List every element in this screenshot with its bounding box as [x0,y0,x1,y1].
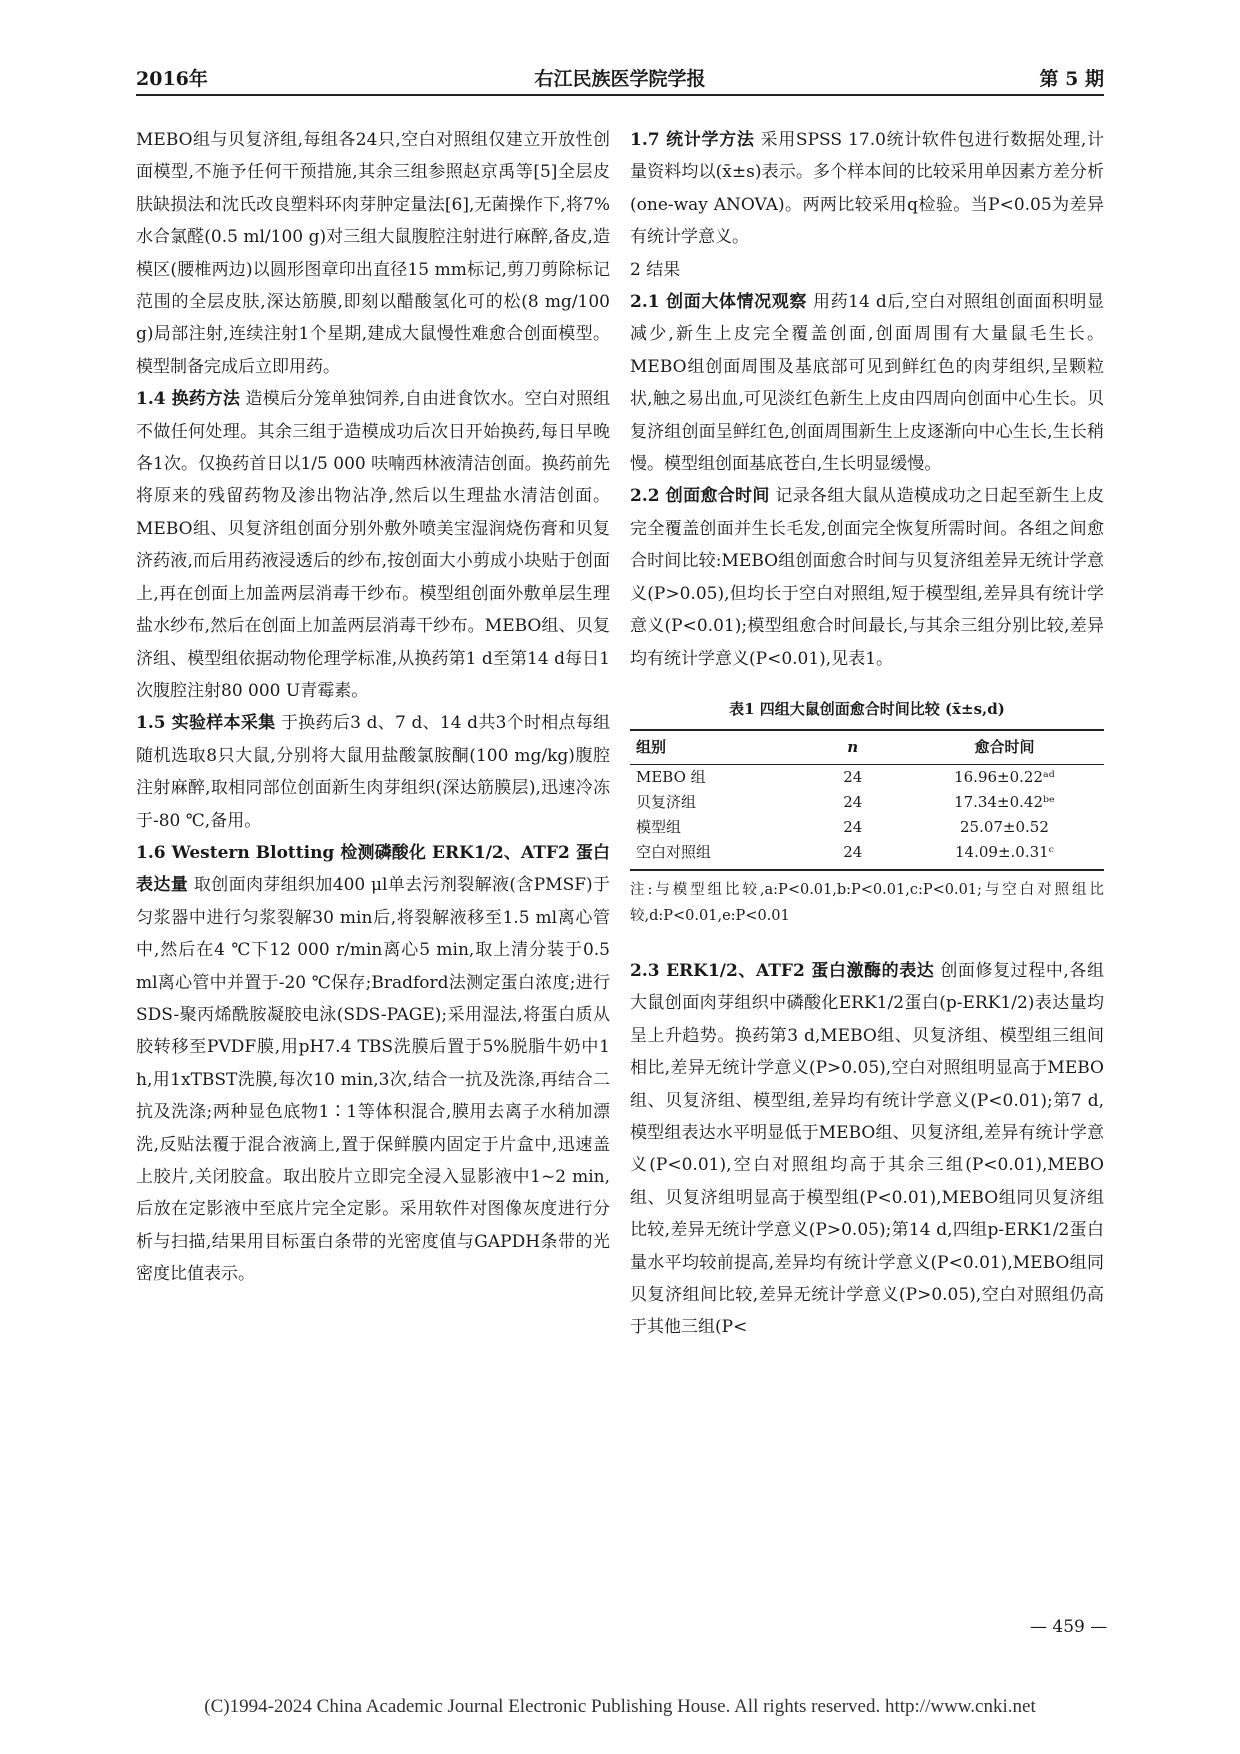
table-cell: 24 [843,792,863,811]
table-cell: 17.34±0.42ᵇᵉ [954,792,1055,811]
section-2-heading: 2 结果 [630,259,681,280]
section-1-7 [630,124,1104,254]
table-1 [630,729,1104,871]
header-issue: 第 5 期 [1039,68,1104,90]
section-2-2-title: 2.2 创面愈合时间 [630,486,770,507]
table-header-cell: 组别 [630,730,801,765]
section-1-6 [136,837,610,1291]
section-2-3-body: 创面修复过程中,各组大鼠创面肉芽组织中磷酸化ERK1/2蛋白(p-ERK1/2)表达量均呈上升趋势。换药第3 d,MEBO组、贝复济组、模型组三组间相比,差异无统计学意义(P>0.05),空白对照组明显高于MEBO组、贝复济组、模型组,差异均有统计学意义(P<0.01);第7 d,模型组表达水平明显低于MEBO组、贝复济组,差异有统计学意义(P<0.01),空白对照组均高于其余三组(P<0.01),MEBO组、贝复济组明显高于模型组(P<0.01),MEBO组同贝复济组比较,差异无统计学意义(P>0.05);第14 d,四组p-ERK1/2蛋白量水平均较前提高,差异均有统计学意义(P<0.01),MEBO组同贝复济组间比较,差异无统计学意义(P>0.05),空白对照组仍高于其他三组(P< [630,960,1104,1338]
table-header-row [630,730,1104,765]
table-cell: 14.09±.0.31ᶜ [905,840,1104,870]
left-column [136,124,610,1291]
section-2-1-title: 2.1 创面大体情况观察 [630,292,807,313]
table-cell: 24 [801,840,905,870]
table-cell: 16.96±0.22ᵃᵈ [954,767,1055,786]
section-1-4-body: 造模后分笼单独饲养,自由进食饮水。空白对照组不做任何处理。其余三组于造模成功后次日开始换药,每日早晚各1次。仅换药首日以1/5 000 呋喃西林液清洁创面。换药前先将原来的残留药物及渗出物沾净,然后以生理盐水清洁创面。MEBO组、贝复济组创面分别外敷外喷美宝湿润烧伤膏和贝复济药液,而后用药液浸透后的纱布,按创面大小剪成小块贴于创面上,再在创面上加盖两层消毒干纱布。模型组创面外敷单层生理盐水纱布,然后在创面上加盖两层消毒干纱布。MEBO组、贝复济组、模型组依据动物伦理学标准,从换药第1 d至第14 d每日1次腹腔注射80 000 U青霉素。 [136,389,610,701]
table-header-cell: n [801,730,905,765]
section-2-2-body: 记录各组大鼠从造模成功之日起至新生上皮完全覆盖创面并生长毛发,创面完全恢复所需时间。各组之间愈合时间比较:MEBO组创面愈合时间与贝复济组差异无统计学意义(P>0.05),但均长于空白对照组,短于模型组,差异具有统计学意义(P<0.01);模型组愈合时间最长,与其余三组分别比较,差异均有统计学意义(P<0.01),见表1。 [630,486,1105,669]
table-cell: 空白对照组 [630,840,801,870]
table-row [630,815,1104,840]
table-row [630,764,1104,790]
right-column [630,124,1104,1344]
section-1-4 [136,383,610,707]
table-row [630,840,1104,870]
header-year: 2016年 [136,68,208,90]
section-1-7-body: 采用SPSS 17.0统计软件包进行数据处理,计量资料均以(x̄±s)表示。多个样本间的比较采用单因素方差分析(one-way ANOVA)。两两比较采用q检验。当P<0.05为差异有统计学意义。 [630,130,1105,248]
section-1-5 [136,707,610,837]
table-header-cell: 愈合时间 [905,730,1104,765]
table-cell: 模型组 [636,817,682,836]
section-2-1-body: 用药14 d后,空白对照组创面面积明显减少,新生上皮完全覆盖创面,创面周围有大量鼠毛生长。MEBO组创面周围及基底部可见到鲜红色的肉芽组织,呈颗粒状,触之易出血,可见淡红色新生上皮由四周向创面中心生长。贝复济组创面呈鲜红色,创面周围新生上皮逐渐向中心生长,生长稍慢。模型组创面基底苍白,生长明显缓慢。 [630,292,1104,475]
table-cell: MEBO 组 [636,767,706,786]
table-cell: 24 [843,817,863,836]
section-1-4-title: 1.4 换药方法 [136,389,240,410]
table-cell: 24 [843,767,863,786]
section-1-5-body: 于换药后3 d、7 d、14 d共3个时相点每组随机选取8只大鼠,分别将大鼠用盐酸氯胺酮(100 mg/kg)腹腔注射麻醉,取相同部位创面新生肉芽组织(深达筋膜层),迅速冷冻于-80 ℃,备用。 [136,713,611,831]
section-1-5-title: 1.5 实验样本采集 [136,713,276,734]
section-1-6-title: 1.6 Western Blotting 检测磷酸化 ERK1/2、ATF2 蛋白表达量 [136,842,610,896]
header-journal-title: 右江民族医学院学报 [534,68,706,90]
section-2-3 [630,955,1104,1344]
table-cell: 25.07±0.52 [959,817,1049,836]
section-2-1 [630,286,1104,480]
running-header [136,60,1104,96]
page-number: — 459 — [1030,1617,1108,1637]
section-1-7-title: 1.7 统计学方法 [630,130,755,150]
table-1-note: 注:与模型组比较,a:P<0.01,b:P<0.01,c:P<0.01;与空白对照组比较,d:P<0.01,e:P<0.01 [630,881,1104,924]
section-1-6-body: 取创面肉芽组织加400 μl单去污剂裂解液(含PMSF)于匀浆器中进行匀浆裂解30 min后,将裂解液移至1.5 ml离心管中,然后在4 ℃下12 000 r/min离心5 min,取上清分装于0.5 ml离心管中并置于-20 ℃保存;Bradford法测定蛋白浓度;进行SDS-聚丙烯酰胺凝胶电泳(SDS-PAGE);采用湿法,将蛋白质从胶转移至PVDF膜,用pH7.4 TBS洗膜后置于5%脱脂牛奶中1 h,用1xTBST洗膜,每次10 min,3次,结合一抗及洗涤,再结合二抗及洗涤;两种显色底物1∶1等体积混合,膜用去离子水稍加漂洗,反贴法覆于混合液滴上,置于保鲜膜内固定于片盒中,迅速盖上胶片,关闭胶盒。取出胶片立即完全浸入显影液中1~2 min,后放在定影液中至底片完全定影。采用软件对图像灰度进行分析与扫描,结果用目标蛋白条带的光密度值与GAPDH条带的光密度比值表示。 [136,875,611,1285]
section-2-2 [630,480,1104,674]
copyright-footer: (C)1994-2024 China Academic Journal Electronic Publishing House. All rights reserved. http://www.cnki.net [204,1696,1036,1717]
section-2-3-title: 2.3 ERK1/2、ATF2 蛋白激酶的表达 [630,960,935,981]
table-1-caption: 表1 四组大鼠创面愈合时间比较 (x̄±s,d) [729,699,1005,718]
paragraph-continued: MEBO组与贝复济组,每组各24只,空白对照组仅建立开放性创面模型,不施予任何干预措施,其余三组参照赵京禹等[5]全层皮肤缺损法和沈氏改良塑料环肉芽肿定量法[6],无菌操作下,将7%水合氯醛(0.5 ml/100 g)对三组大鼠腹腔注射进行麻醉,备皮,造模区(腰椎两边)以圆形图章印出直径15 mm标记,剪刀剪除标记范围的全层皮肤,深达筋膜,即刻以醋酸氢化可的松(8 mg/100 g)局部注射,连续注射1个星期,建成大鼠慢性难愈合创面模型。模型制备完成后立即用药。 [136,130,610,377]
table-cell: 贝复济组 [636,792,697,811]
table-row [630,790,1104,815]
